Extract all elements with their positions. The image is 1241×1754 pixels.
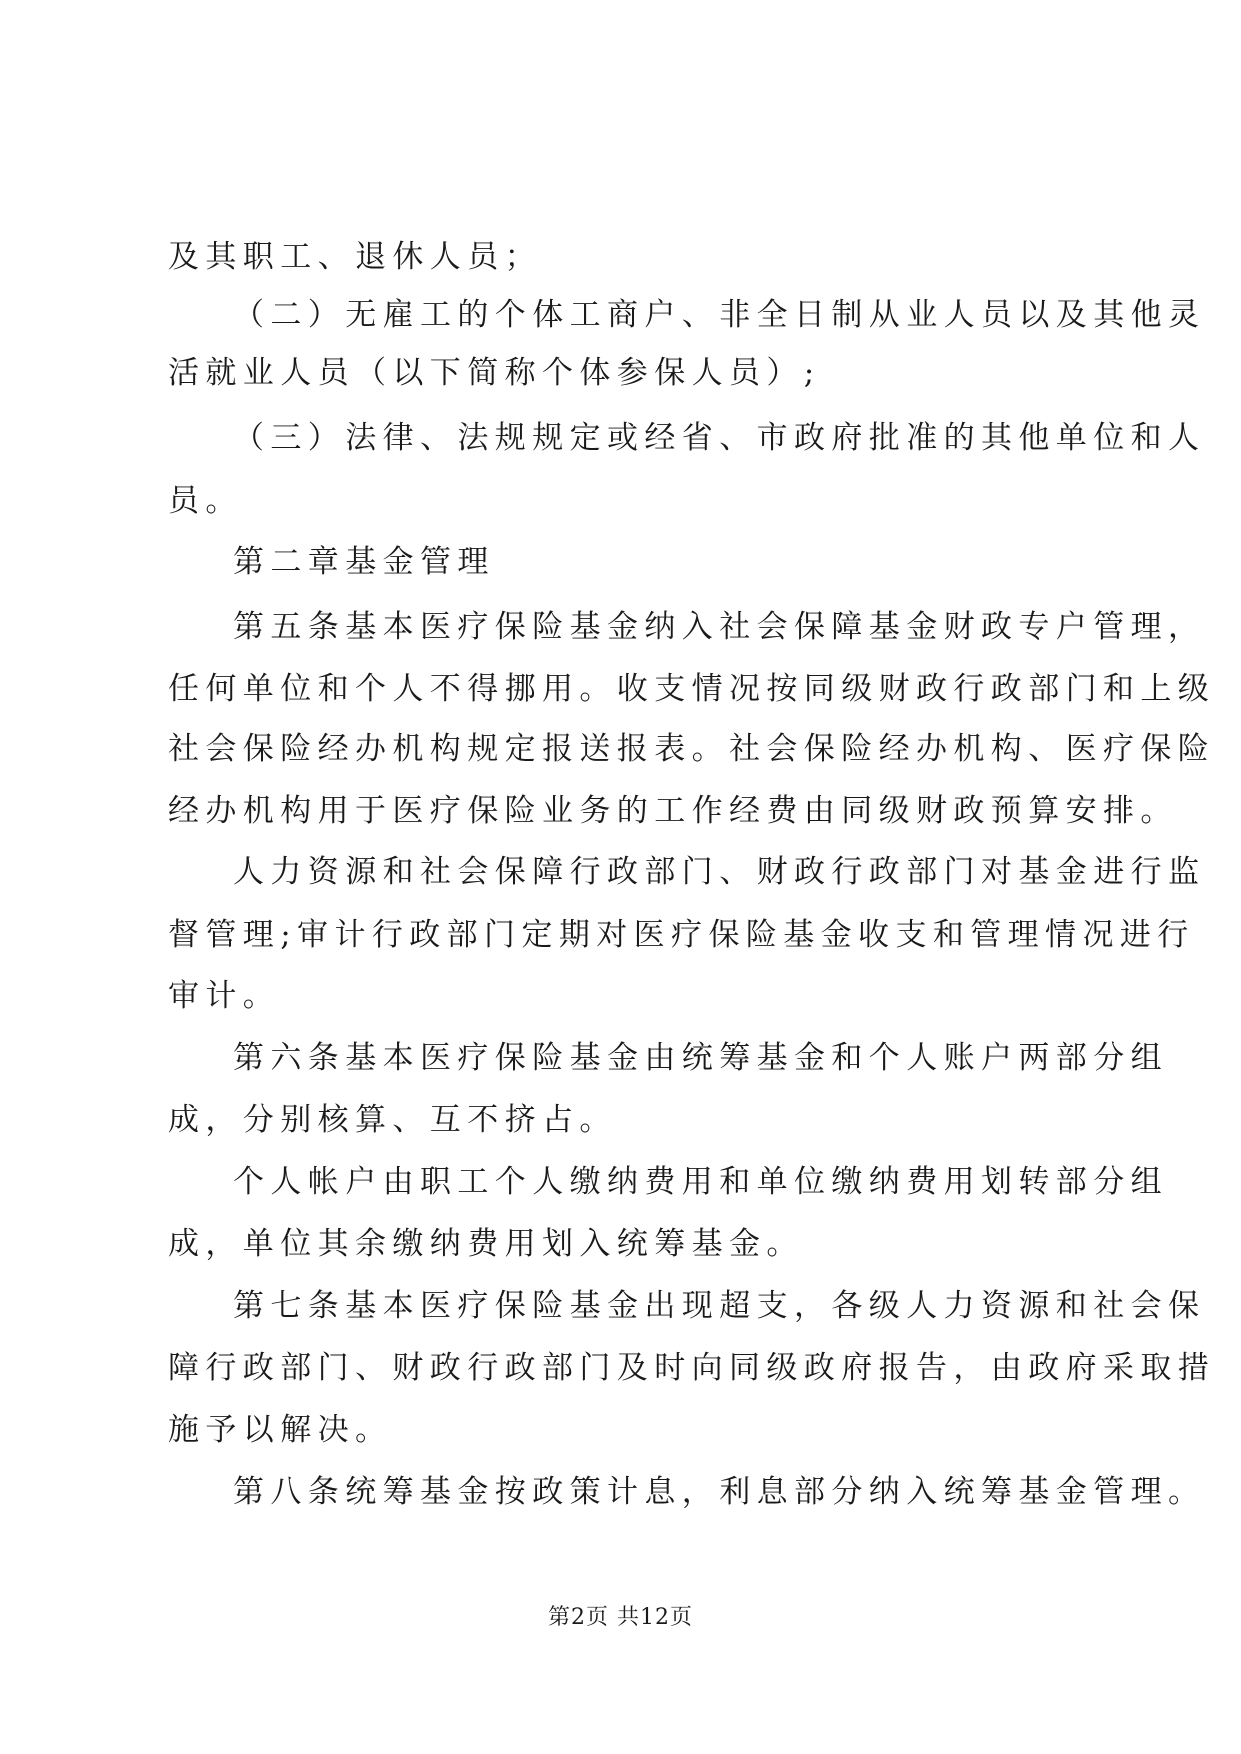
text-line: 成，单位其余缴纳费用划入统筹基金。 <box>168 1226 804 1262</box>
text-line: 任何单位和个人不得挪用。收支情况按同级财政行政部门和上级 <box>168 671 1216 707</box>
text-line: 社会保险经办机构规定报送报表。社会保险经办机构、医疗保险 <box>168 731 1216 767</box>
text-line: 人力资源和社会保障行政部门、财政行政部门对基金进行监 <box>233 854 1206 890</box>
text-line: （三）法律、法规规定或经省、市政府批准的其他单位和人 <box>233 420 1206 456</box>
text-line: 第五条基本医疗保险基金纳入社会保障基金财政专户管理， <box>233 609 1206 645</box>
text-line: 个人帐户由职工个人缴纳费用和单位缴纳费用划转部分组 <box>233 1164 1168 1200</box>
text-line: 活就业人员（以下简称个体参保人员）; <box>168 355 821 391</box>
text-line: 审计。 <box>168 978 281 1014</box>
text-line: （二）无雇工的个体工商户、非全日制从业人员以及其他灵 <box>233 297 1206 333</box>
page-number: 第2页 共12页 <box>548 1605 693 1630</box>
text-line: 及其职工、退休人员； <box>168 239 542 275</box>
text-line: 经办机构用于医疗保险业务的工作经费由同级财政预算安排。 <box>168 793 1178 829</box>
text-line: 障行政部门、财政行政部门及时向同级政府报告，由政府采取措 <box>168 1350 1216 1386</box>
text-line: 第七条基本医疗保险基金出现超支，各级人力资源和社会保 <box>233 1288 1206 1324</box>
text-line: 第八条统筹基金按政策计息，利息部分纳入统筹基金管理。 <box>233 1474 1206 1510</box>
text-line: 成，分别核算、互不挤占。 <box>168 1102 617 1138</box>
section-heading: 第二章基金管理 <box>233 544 495 580</box>
text-line: 施予以解决。 <box>168 1412 393 1448</box>
text-line: 督管理;审计行政部门定期对医疗保险基金收支和管理情况进行 <box>168 917 1195 953</box>
text-line: 第六条基本医疗保险基金由统筹基金和个人账户两部分组 <box>233 1040 1168 1076</box>
text-line: 员。 <box>168 483 243 519</box>
